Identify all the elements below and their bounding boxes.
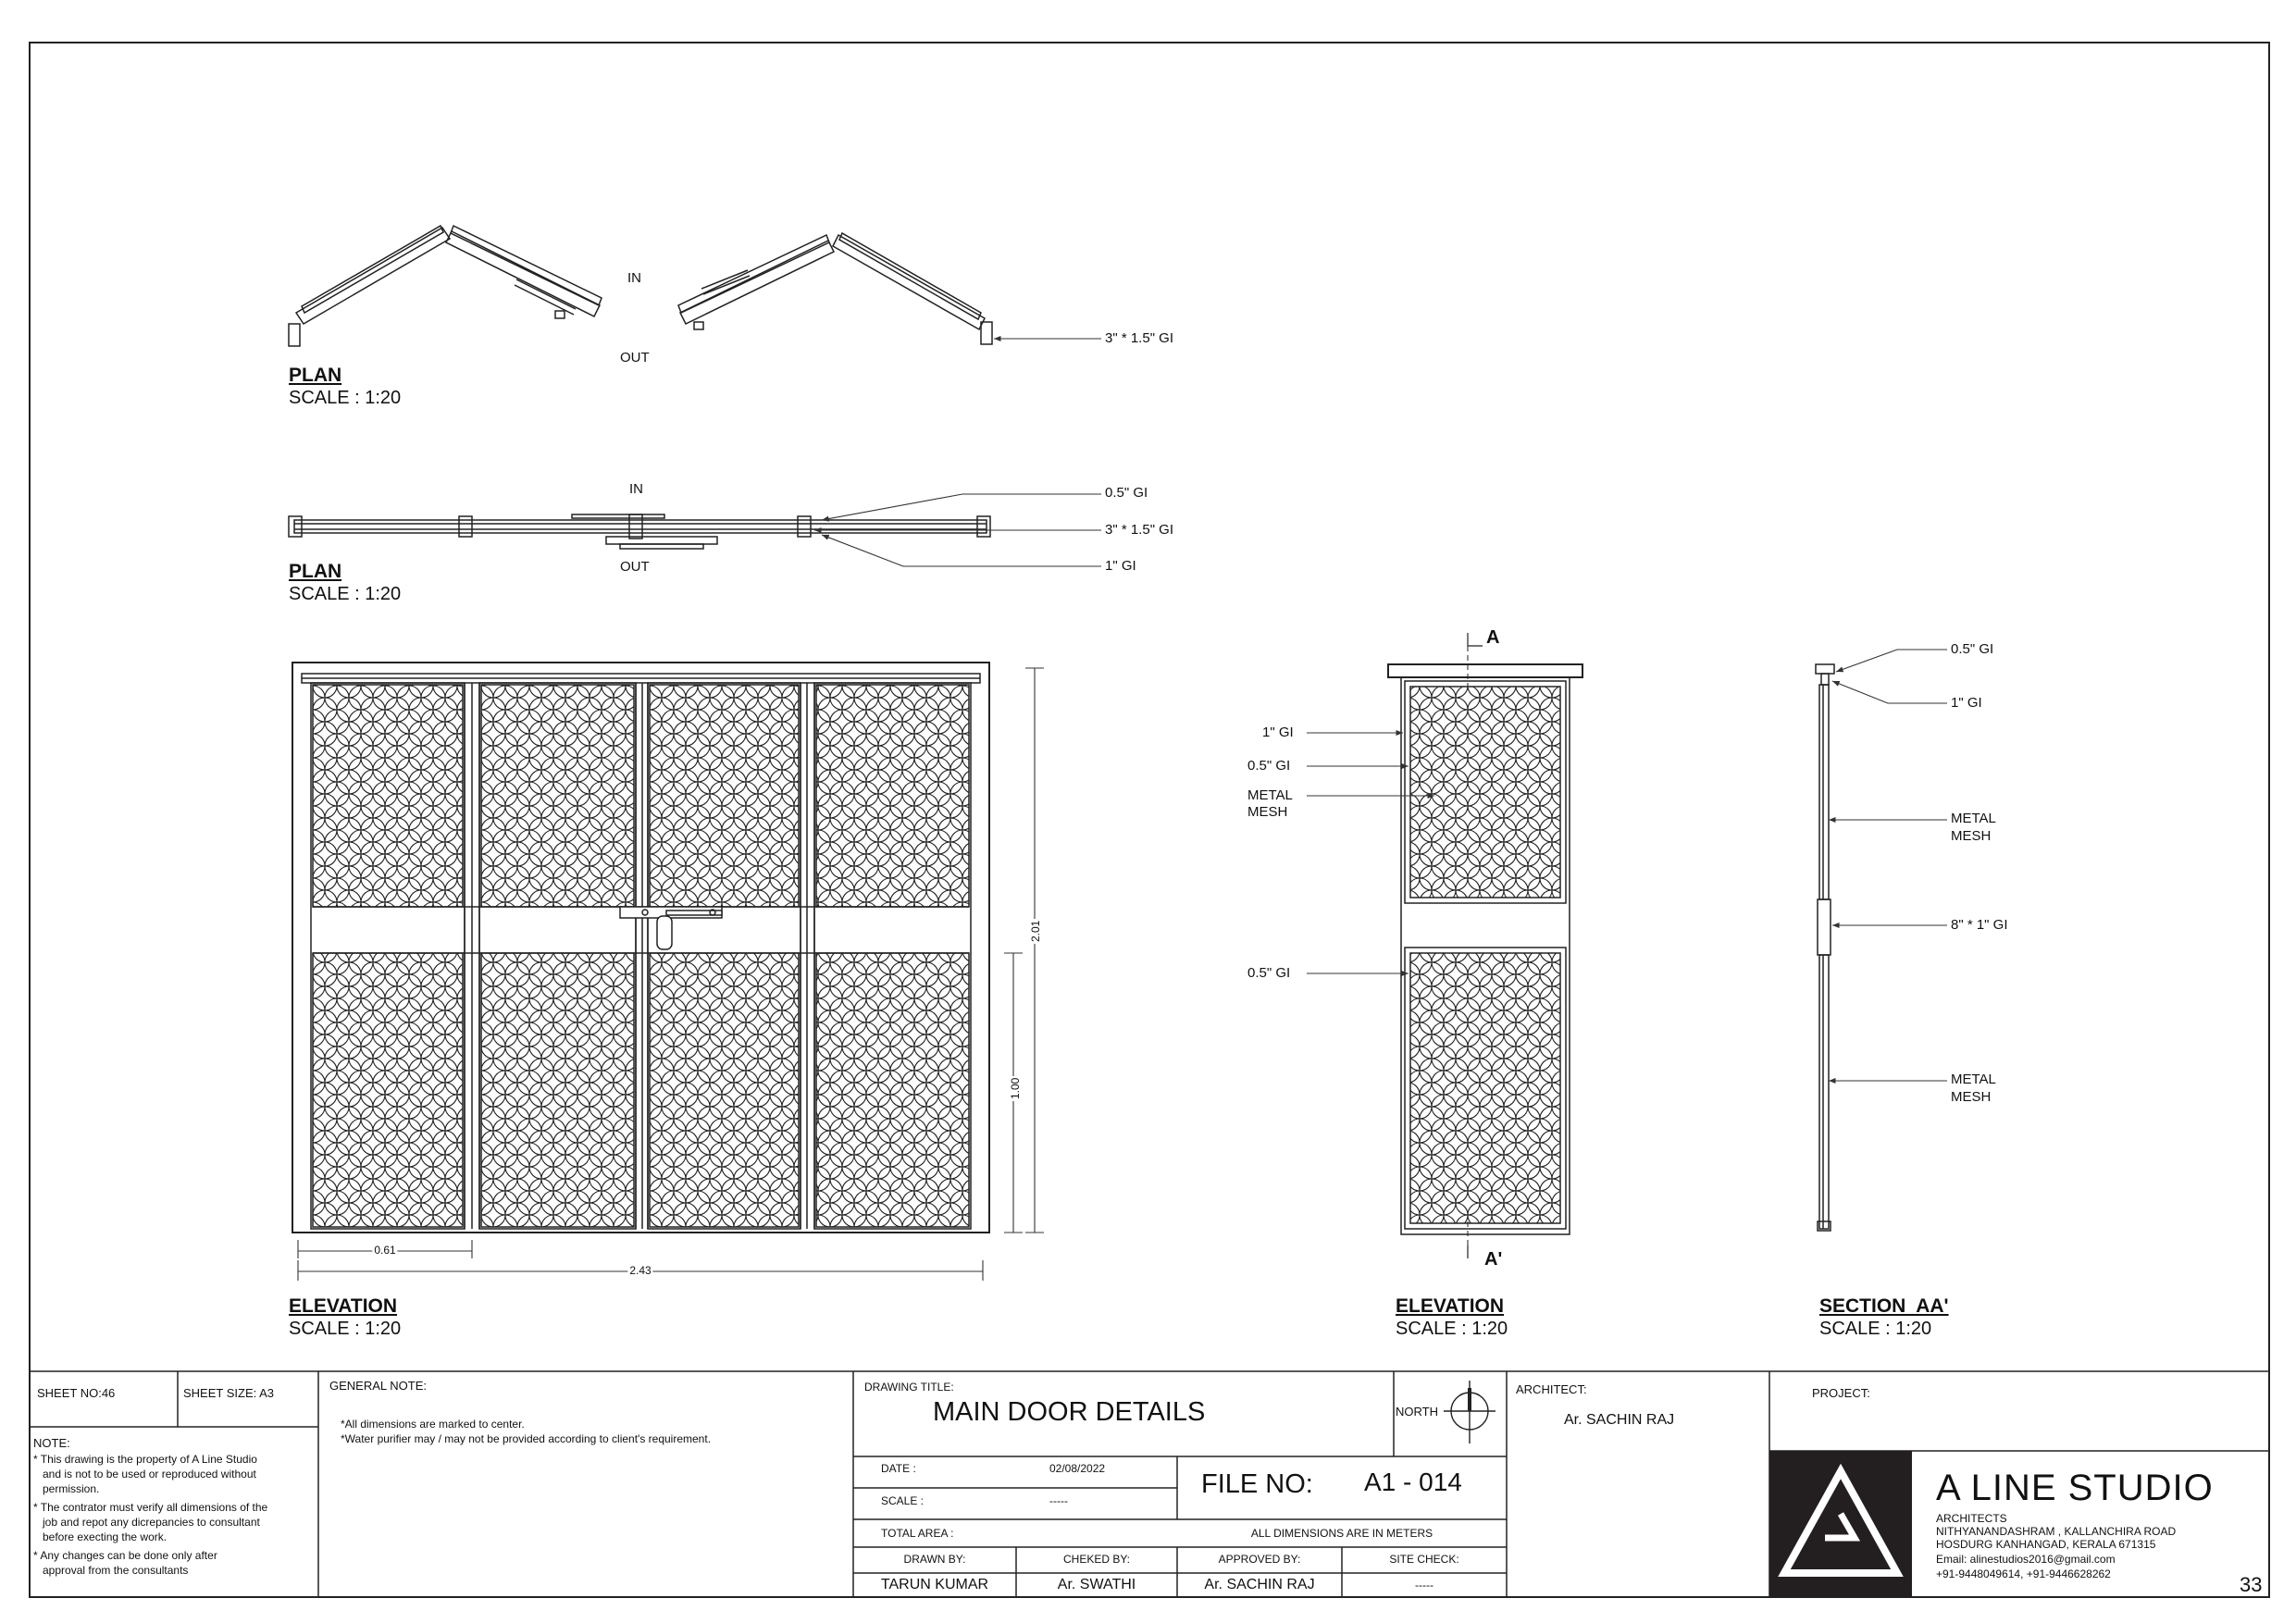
note-label: NOTE: (33, 1436, 70, 1450)
note-line: * Any changes can be done only after (33, 1549, 217, 1562)
plan-flat-callout: 3" * 1.5" GI (1105, 522, 1174, 538)
approved-by: Ar. SACHIN RAJ (1204, 1577, 1315, 1592)
plan-folded-title: PLAN (289, 365, 342, 386)
leaf-callout: METAL (1247, 787, 1293, 803)
general-note: *All dimensions are marked to center. (341, 1418, 525, 1431)
dim-leaf-width: 0.61 (374, 1244, 396, 1257)
plan-folded-scale: SCALE : 1:20 (289, 388, 402, 408)
elevation-leaf-scale: SCALE : 1:20 (1396, 1319, 1508, 1339)
total-area-label: TOTAL AREA : (881, 1527, 954, 1540)
plan-flat-callout: 0.5" GI (1105, 485, 1148, 501)
sheet-number: 33 (2240, 1573, 2263, 1596)
section-mark-bottom: A' (1484, 1249, 1503, 1270)
checked-by: Ar. SWATHI (1057, 1577, 1136, 1592)
section-callout: 1" GI (1951, 695, 1982, 711)
section-mark-top: A (1486, 627, 1500, 648)
section-callout: METAL (1951, 1072, 1996, 1087)
elevation-full-scale: SCALE : 1:20 (289, 1319, 402, 1339)
north-label: NORTH (1396, 1405, 1438, 1419)
drawn-by: TARUN KUMAR (880, 1577, 989, 1592)
date-label: DATE : (881, 1462, 916, 1475)
leaf-callout: 1" GI (1262, 725, 1294, 740)
elevation-full-title: ELEVATION (289, 1295, 398, 1317)
note-line: and is not to be used or reproduced without (33, 1468, 256, 1481)
plan-folded-callout: 3" * 1.5" GI (1105, 330, 1174, 346)
dim-lower-height: 1.00 (1009, 1077, 1022, 1099)
plan-folded-in-label: IN (627, 270, 641, 286)
dimensions-note: ALL DIMENSIONS ARE IN METERS (1250, 1527, 1433, 1540)
studio-line: HOSDURG KANHANGAD, KERALA 671315 (1936, 1538, 2156, 1551)
site-check-label: SITE CHECK: (1389, 1553, 1459, 1566)
studio-phone: +91-9448049614, +91-9446628262 (1936, 1567, 2111, 1580)
note-line: job and repot any dicrepancies to consultant (33, 1516, 260, 1529)
general-note-label: GENERAL NOTE: (329, 1379, 427, 1393)
file-no: A1 - 014 (1364, 1468, 1462, 1496)
architect-label: ARCHITECT: (1516, 1382, 1587, 1396)
section-callout: METAL (1951, 811, 1996, 826)
section-callout: 0.5" GI (1951, 641, 1994, 657)
date-value: 02/08/2022 (1049, 1462, 1106, 1475)
sheet-no: SHEET NO:46 (37, 1386, 116, 1400)
dim-total-width: 2.43 (629, 1264, 652, 1277)
plan-flat-out-label: OUT (620, 559, 650, 575)
general-note: *Water purifier may / may not be provided according to client's requirement. (341, 1432, 712, 1445)
approved-by-label: APPROVED BY: (1218, 1553, 1301, 1566)
north-arrow-icon (1444, 1381, 1496, 1443)
plan-flat-callout: 1" GI (1105, 558, 1136, 574)
studio-name: A LINE STUDIO (1936, 1468, 2214, 1508)
elevation-leaf-title: ELEVATION (1396, 1295, 1505, 1317)
section-callout: MESH (1951, 828, 1992, 844)
leaf-callout: MESH (1247, 804, 1288, 820)
checked-by-label: CHEKED BY: (1062, 1553, 1131, 1566)
plan-folded-drawing (289, 226, 992, 346)
studio-email: Email: alinestudios2016@gmail.com (1936, 1553, 2116, 1566)
leaf-callout: 0.5" GI (1247, 758, 1291, 774)
plan-flat-title: PLAN (289, 561, 342, 582)
site-check: ----- (1415, 1579, 1433, 1592)
project-label: PROJECT: (1812, 1386, 1870, 1400)
drawing-title: MAIN DOOR DETAILS (933, 1397, 1206, 1427)
section-aa-title: SECTION AA' (1819, 1295, 1949, 1317)
plan-folded-out-label: OUT (620, 350, 650, 365)
plan-flat-in-label: IN (629, 481, 643, 497)
drawing-title-label: DRAWING TITLE: (864, 1381, 954, 1394)
plan-flat-scale: SCALE : 1:20 (289, 584, 402, 604)
note-line: * The contrator must verify all dimensions of the (33, 1501, 268, 1514)
elevation-leaf-drawing (1307, 633, 1582, 1258)
section-callout: MESH (1951, 1089, 1992, 1105)
dim-total-height: 2.01 (1029, 920, 1042, 942)
note-line: permission. (33, 1482, 100, 1495)
note-line: * This drawing is the property of A Line Studio (33, 1453, 257, 1466)
file-no-label: FILE NO: (1201, 1469, 1313, 1499)
scale-value: ----- (1049, 1494, 1068, 1507)
architect-name: Ar. SACHIN RAJ (1564, 1412, 1675, 1428)
section-callout: 8" * 1" GI (1951, 917, 2008, 933)
plan-flat-drawing (289, 514, 990, 549)
section-aa-drawing (1816, 650, 1947, 1231)
studio-line: NITHYANANDASHRAM , KALLANCHIRA ROAD (1936, 1525, 2177, 1538)
drawn-by-label: DRAWN BY: (903, 1553, 966, 1566)
leaf-callout: 0.5" GI (1247, 965, 1291, 981)
studio-logo (1769, 1451, 1912, 1597)
scale-label: SCALE : (881, 1494, 925, 1507)
elevation-full-drawing (292, 663, 1044, 1281)
section-aa-scale: SCALE : 1:20 (1819, 1319, 1932, 1339)
studio-line: ARCHITECTS (1936, 1512, 2007, 1525)
note-line: before execting the work. (33, 1530, 168, 1543)
note-line: approval from the consultants (33, 1564, 189, 1577)
sheet-size: SHEET SIZE: A3 (183, 1386, 275, 1400)
